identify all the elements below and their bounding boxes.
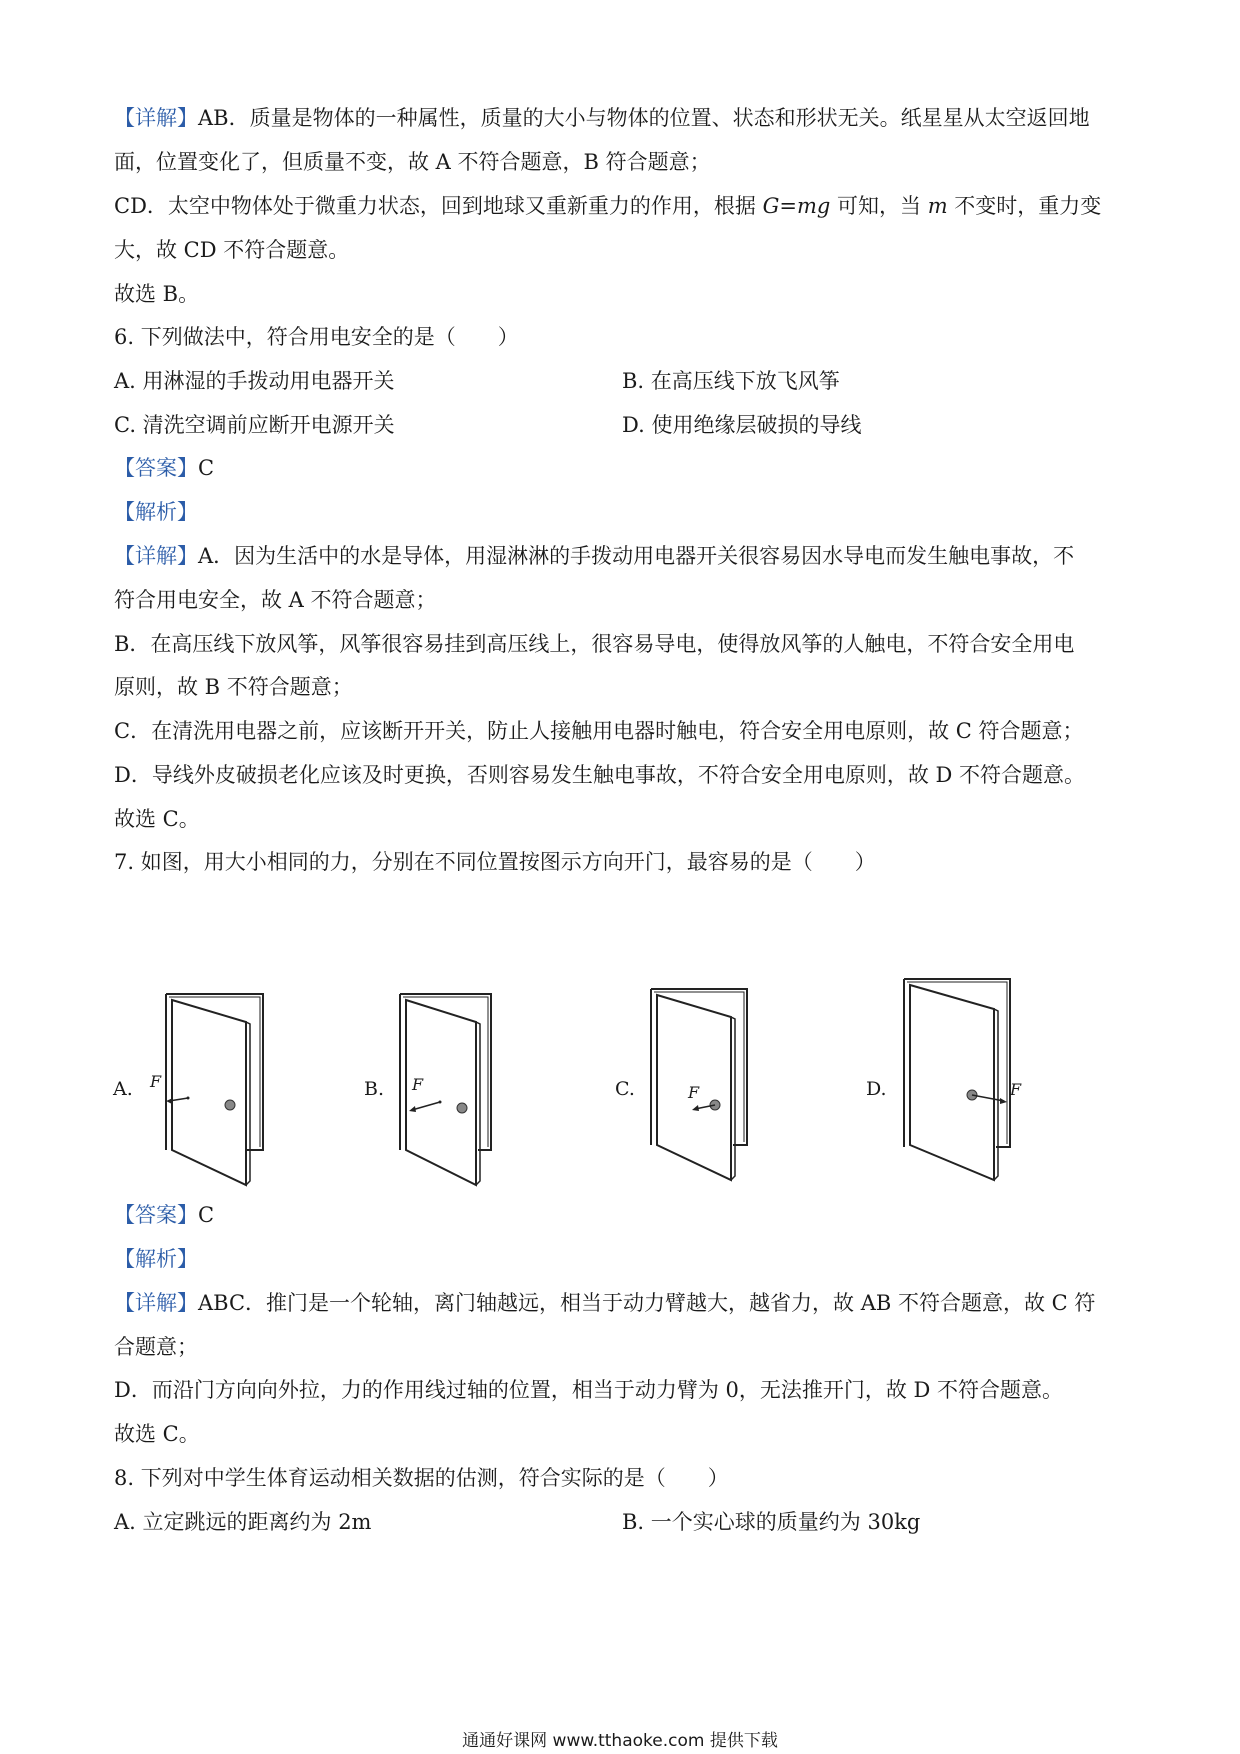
door-figure-b [388, 990, 508, 1190]
analysis-tag: 【解析】 [114, 500, 198, 524]
text-seg: = [779, 194, 797, 218]
analysis-7 [114, 1244, 198, 1274]
detail-line-2: 面，位置变化了，但质量不变，故 A 不符合题意，B 符合题意； [114, 150, 711, 174]
answer-value: C [198, 1203, 215, 1227]
q6-option-a: A. 用淋湿的手拨动用电器开关 [114, 369, 395, 393]
door-figure-a [150, 990, 270, 1190]
detail-tag: 【详解】 [114, 106, 198, 130]
detail-line-3 [114, 191, 1101, 221]
conclusion-5: 故选 B。 [114, 282, 200, 306]
q6-option-b: B. 在高压线下放飞风筝 [622, 369, 840, 393]
force-label-b: F [412, 1075, 424, 1094]
answer-tag: 【答案】 [114, 1203, 198, 1227]
analysis-6 [114, 497, 198, 527]
q8-option-b: B. 一个实心球的质量约为 30kg [622, 1510, 921, 1534]
door-figure-d [898, 975, 1018, 1185]
text-seg: 不变时，重力变 [947, 194, 1102, 218]
detail-tag: 【详解】 [114, 1291, 198, 1315]
detail-text: ABC．推门是一个轮轴，离门轴越远，相当于动力臂越大，越省力，故 AB 不符合题意，故 C 符 [198, 1291, 1096, 1315]
q8-option-a: A. 立定跳远的距离约为 2m [114, 1510, 372, 1534]
detail-text: A．因为生活中的水是导体，用湿淋淋的手拨动用电器开关很容易因水导电而发生触电事故，不 [198, 544, 1075, 568]
answer-tag: 【答案】 [114, 456, 198, 480]
force-label-d: F [1010, 1080, 1022, 1099]
detail-6-6: D．导线外皮破损老化应该及时更换，否则容易发生触电事故，不符合安全用电原则，故 D 不符合题意。 [114, 763, 1086, 787]
detail-line-1 [114, 103, 1090, 133]
force-label-a: F [150, 1072, 162, 1091]
q6-option-d: D. 使用绝缘层破损的导线 [622, 413, 862, 437]
detail-text: AB．质量是物体的一种属性，质量的大小与物体的位置、状态和形状无关。纸星星从太空返回地 [198, 106, 1090, 130]
var-g: G [762, 194, 780, 218]
question-8: 8. 下列对中学生体育运动相关数据的估测，符合实际的是（ ） [114, 1466, 729, 1490]
door-label-b: B. [364, 1078, 385, 1100]
detail-7-1 [114, 1288, 1095, 1318]
detail-line-4: 大，故 CD 不符合题意。 [114, 238, 350, 262]
door-label-c: C. [615, 1078, 635, 1100]
detail-tag: 【详解】 [114, 544, 198, 568]
text-seg: CD．太空中物体处于微重力状态，回到地球又重新重力的作用，根据 [114, 194, 763, 218]
question-7: 7. 如图，用大小相同的力，分别在不同位置按图示方向开门，最容易的是（ ） [114, 850, 876, 874]
answer-value: C [198, 456, 215, 480]
q6-option-c: C. 清洗空调前应断开电源开关 [114, 413, 395, 437]
page-footer: 通通好课网 www.tthaoke.com 提供下载 [462, 1731, 778, 1751]
text-seg: 可知，当 [830, 194, 928, 218]
detail-6-4: 原则，故 B 不符合题意； [114, 675, 353, 699]
detail-7-2: 合题意； [114, 1335, 198, 1359]
analysis-tag: 【解析】 [114, 1247, 198, 1271]
answer-7 [114, 1200, 214, 1230]
var-m: m [927, 194, 948, 218]
door-figure-c [645, 985, 765, 1185]
detail-6-2: 符合用电安全，故 A 不符合题意； [114, 588, 437, 612]
detail-6-5: C．在清洗用电器之前，应该断开开关，防止人接触用电器时触电，符合安全用电原则，故 C 符合题意； [114, 719, 1084, 743]
var-mg: mg [796, 194, 831, 218]
conclusion-6: 故选 C。 [114, 807, 200, 831]
question-6: 6. 下列做法中，符合用电安全的是（ ） [114, 325, 519, 349]
door-label-a: A. [113, 1078, 133, 1100]
conclusion-7: 故选 C。 [114, 1422, 200, 1446]
detail-7-3: D．而沿门方向向外拉，力的作用线过轴的位置，相当于动力臂为 0，无法推开门，故 D 不符合题意。 [114, 1378, 1064, 1402]
detail-6-3: B．在高压线下放风筝，风筝很容易挂到高压线上，很容易导电，使得放风筝的人触电，不符合安全用电 [114, 632, 1075, 656]
answer-6 [114, 453, 214, 483]
force-label-c: F [688, 1083, 700, 1102]
door-label-d: D. [866, 1078, 887, 1100]
detail-6-1 [114, 541, 1074, 571]
